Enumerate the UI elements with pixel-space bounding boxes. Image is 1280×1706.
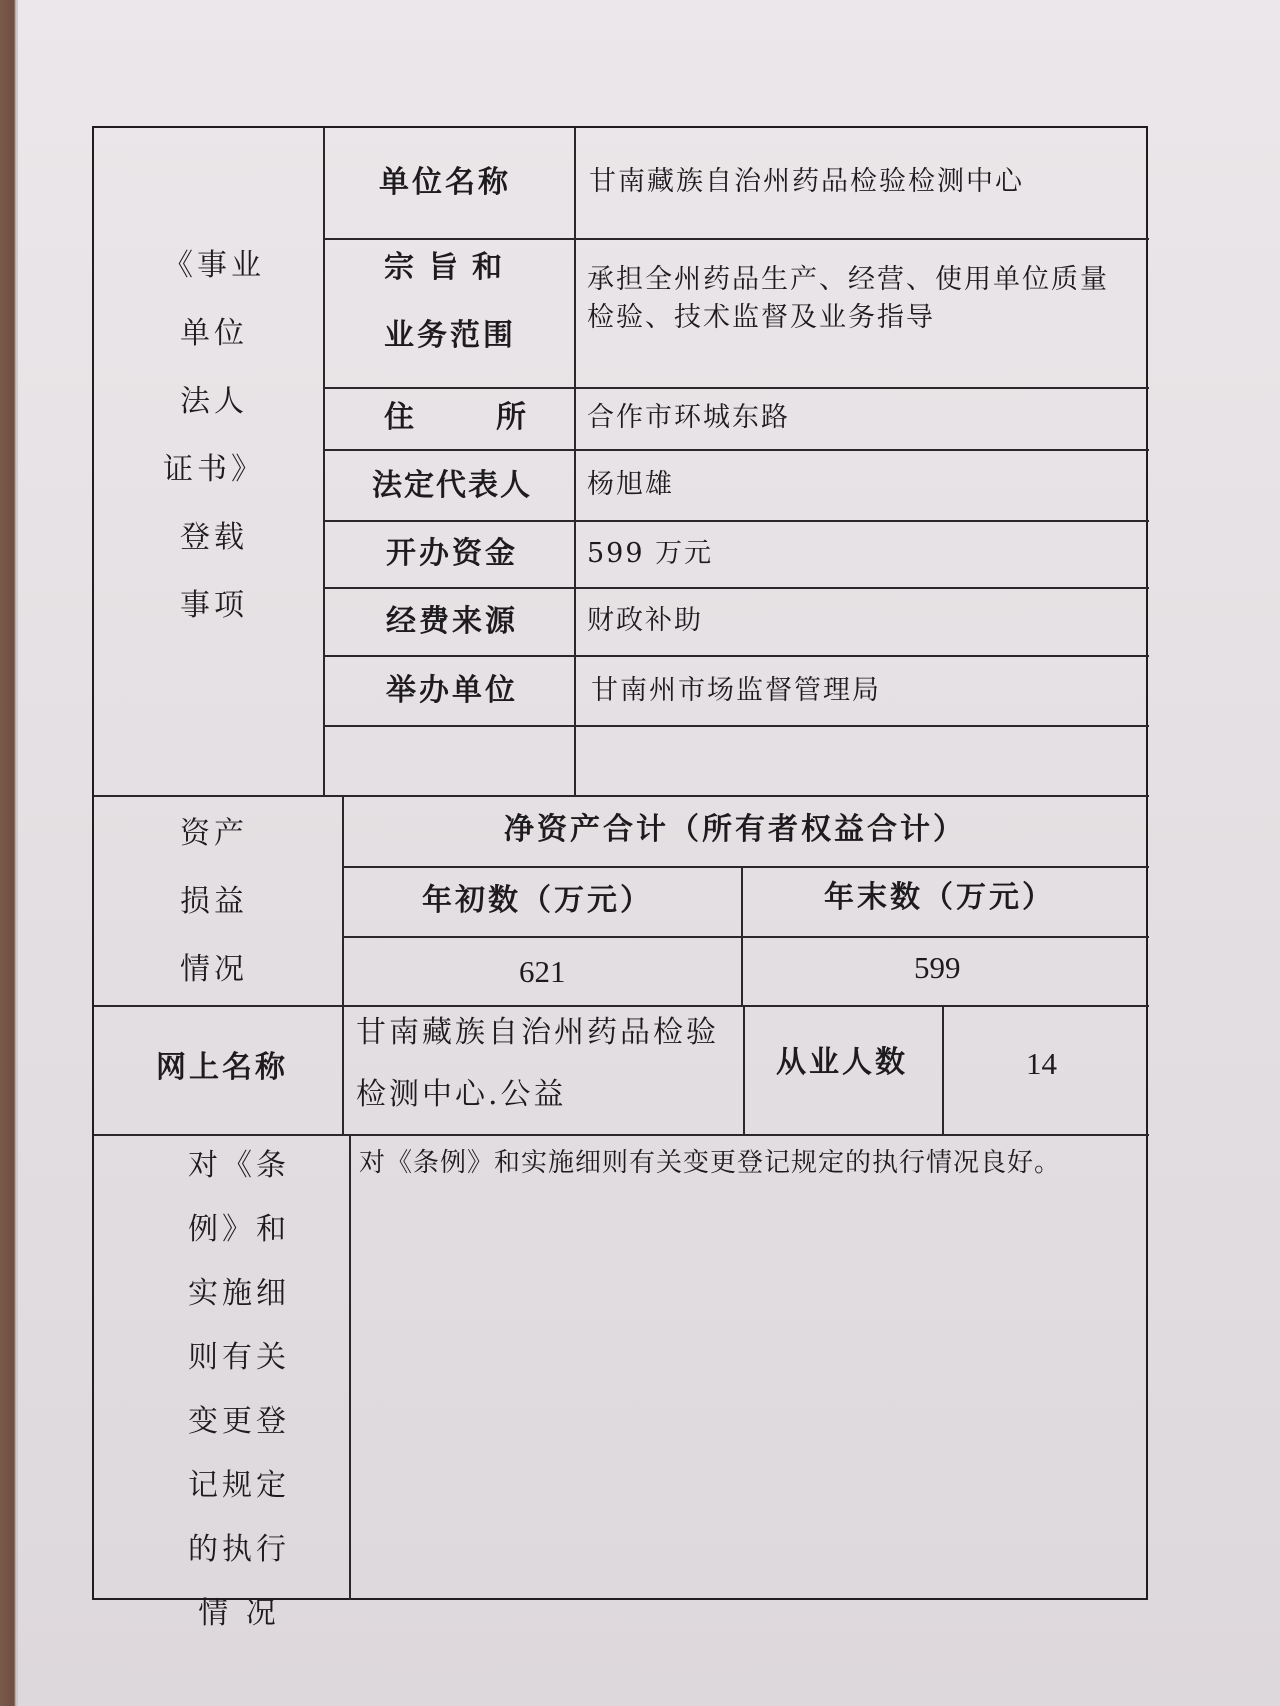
unit-name-value: 甘南藏族自治州药品检验检测中心 [589,166,1024,197]
compliance-label-line: 的执行 [188,1532,290,1567]
online-name-label: 网上名称 [156,1050,288,1085]
compliance-label-line: 实施细 [188,1276,290,1311]
group-label-line: 情况 [180,952,248,987]
group-label-line: 资产 [180,816,248,851]
col-divider [574,128,576,795]
purpose-label-line2: 业务范围 [384,318,516,353]
funding-value: 财政补助 [587,605,703,636]
net-assets-header: 净资产合计（所有者权益合计） [504,812,966,847]
report-table [92,126,1148,1631]
capital-label: 开办资金 [386,536,518,571]
online-name-value-line2: 检测中心.公益 [356,1077,567,1112]
unit-name-label: 单位名称 [379,165,511,200]
col-divider [741,866,743,1005]
row-divider [323,449,1149,451]
compliance-label-line: 情 况 [198,1596,280,1631]
group-label-line: 损益 [180,884,248,919]
online-name-value-line1: 甘南藏族自治州药品检验 [356,1015,719,1050]
section-divider [94,1005,1149,1007]
group-label-line: 事项 [180,588,248,623]
row-divider [342,936,1149,938]
end-of-year-label: 年末数（万元） [824,880,1055,915]
purpose-label-line1: 宗旨和 [384,250,516,285]
group-label-line: 证书》 [163,452,265,487]
staff-count-label: 从业人数 [776,1045,908,1080]
address-label: 住 所 [384,400,552,435]
group-label-line: 法人 [180,384,248,419]
compliance-label-line: 例》和 [188,1212,290,1247]
purpose-value-line1: 承担全州药品生产、经营、使用单位质量 [587,264,1109,295]
assets-group-label [134,800,294,1004]
row-divider [323,387,1149,389]
section-divider [94,795,1149,797]
capital-value: 599 万元 [587,538,714,569]
staff-count-value: 14 [1026,1046,1057,1081]
row-divider [323,587,1149,589]
start-of-year-value: 621 [519,954,566,989]
compliance-label-line: 对《条 [188,1148,290,1183]
row-divider [323,725,1149,727]
col-divider [342,795,344,1005]
group-label-line: 单位 [180,316,248,351]
compliance-label-line: 则有关 [188,1340,290,1375]
group-label-line: 登载 [180,520,248,555]
col-divider [349,1134,351,1600]
row-divider [323,238,1149,240]
col-divider [942,1005,944,1134]
col-divider [743,1005,745,1134]
col-divider [323,128,325,795]
legal-rep-label: 法定代表人 [372,468,532,503]
sponsor-value: 甘南州市场监督管理局 [591,675,881,706]
col-divider [342,1005,344,1134]
sponsor-label: 举办单位 [386,673,518,708]
funding-label: 经费来源 [386,604,518,639]
end-of-year-value: 599 [914,950,961,985]
start-of-year-label: 年初数（万元） [422,883,653,918]
legal-rep-value: 杨旭雄 [587,469,674,500]
purpose-value-line2: 检验、技术监督及业务指导 [587,302,935,333]
compliance-label-line: 变更登 [188,1404,290,1439]
group-label-line: 《事业 [163,248,265,283]
compliance-label [154,1134,324,1646]
compliance-label-line: 记规定 [188,1468,290,1503]
row-divider [342,866,1149,868]
registration-group-label [134,232,294,640]
address-value: 合作市环城东路 [587,402,790,433]
row-divider [323,520,1149,522]
compliance-value: 对《条例》和实施细则有关变更登记规定的执行情况良好。 [359,1148,1062,1178]
row-divider [323,655,1149,657]
